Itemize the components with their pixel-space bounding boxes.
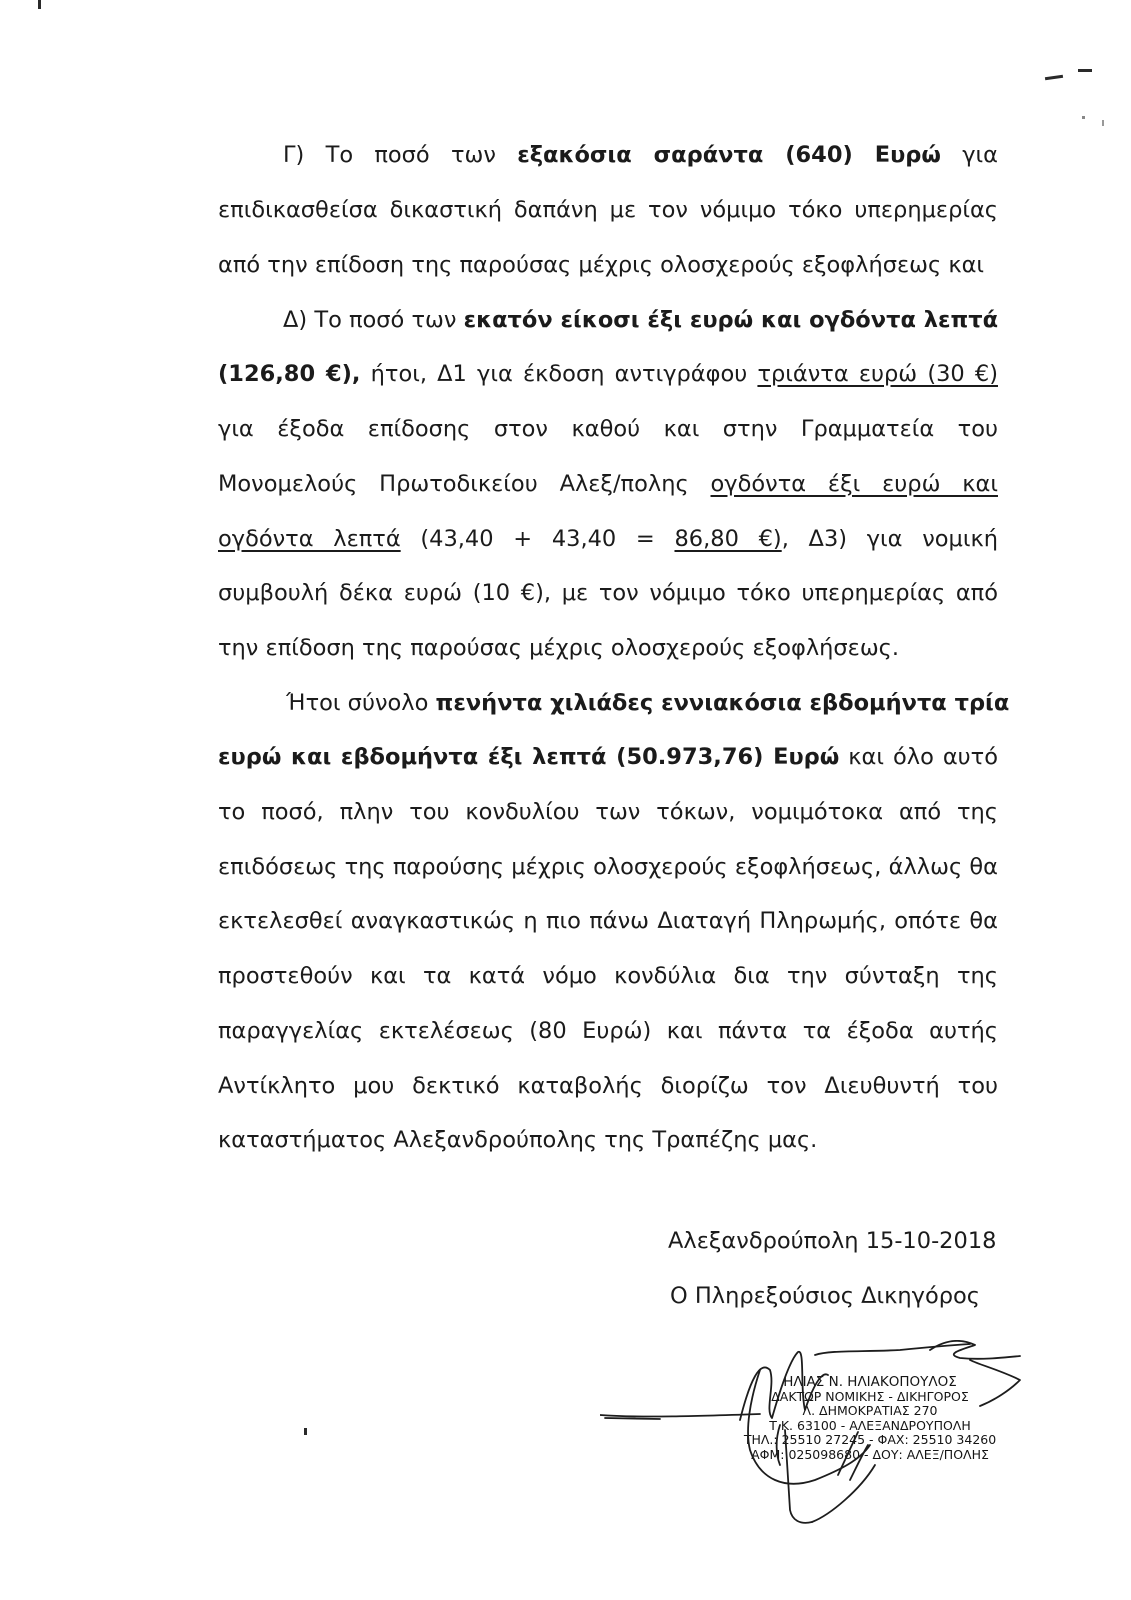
- text-segment: για έξοδα επίδοσης στον καθού και στην Γραμματεία του: [218, 416, 998, 442]
- text-segment: παραγγελίας εκτελέσεως (80 Ευρώ) και πάντα τα έξοδα αυτής: [218, 1018, 998, 1044]
- text-line: [218, 250, 998, 280]
- text-line: [283, 140, 998, 170]
- stamp-line: ΤΗΛ.: 25510 27245 - ΦΑΧ: 25510 34260: [743, 1432, 997, 1448]
- text-line: [283, 305, 998, 335]
- text-segment: συμβουλή δέκα ευρώ (10 €), με τον νόμιμο τόκο υπερημερίας από: [218, 580, 998, 606]
- text-segment: (43,40 + 43,40 =: [400, 526, 675, 552]
- text-line: [218, 742, 998, 772]
- text-line: [218, 195, 998, 225]
- bold-text: (126,80 €),: [218, 361, 361, 387]
- underlined-text: ογδόντα λεπτά: [218, 526, 401, 552]
- scan-mark: [1045, 75, 1063, 80]
- text-line: [218, 852, 998, 882]
- stamp-line: ΔΑΚΤΩΡ ΝΟΜΙΚΗΣ - ΔΙΚΗΓΟΡΟΣ: [771, 1388, 969, 1404]
- scan-mark: [38, 0, 41, 9]
- text-line: [218, 1125, 998, 1155]
- bold-text: πενήντα χιλιάδες εννιακόσια εβδομήντα τρία: [435, 690, 1010, 716]
- signature-icon: [600, 1340, 1040, 1590]
- scan-mark: [1078, 69, 1092, 72]
- text-segment: προστεθούν και τα κατά νόμο κονδύλια δια την σύνταξη της: [218, 963, 998, 989]
- scan-mark: [1082, 116, 1085, 119]
- text-line: [218, 633, 998, 663]
- text-line: [218, 524, 998, 554]
- text-line: [218, 797, 998, 827]
- text-segment: Γ) Το ποσό των: [283, 142, 518, 168]
- underlined-text: τριάντα ευρώ (30 €): [757, 361, 998, 387]
- text-line: [218, 359, 998, 389]
- stamp-line: ΑΦΜ: 025098680 - ΔΟΥ: ΑΛΕΞ/ΠΟΛΗΣ: [751, 1446, 989, 1462]
- bold-text: ευρώ και εβδομήντα έξι λεπτά (50.973,76) Ευρώ: [218, 744, 840, 770]
- text-segment: για: [940, 142, 998, 168]
- stamp-line: Τ.Κ. 63100 - ΑΛΕΞΑΝΔΡΟΥΠΟΛΗ: [769, 1417, 971, 1433]
- text-line: [218, 1016, 998, 1046]
- text-line: [218, 906, 998, 936]
- text-segment: επιδόσεως της παρούσης μέχρις ολοσχερούς εξοφλήσεως, άλλως θα: [218, 854, 998, 880]
- text-segment: και όλο αυτό: [839, 744, 998, 770]
- underlined-text: ογδόντα έξι ευρώ και: [710, 471, 998, 497]
- text-segment: επιδικασθείσα δικαστική δαπάνη με τον νόμιμο τόκο υπερημερίας: [218, 197, 998, 223]
- text-segment: από την επίδοση της παρούσας μέχρις ολοσχερούς εξοφλήσεως και: [218, 252, 985, 278]
- text-segment: Αντίκλητο μου δεκτικό καταβολής διορίζω τον Διευθυντή του: [218, 1073, 998, 1099]
- text-segment: Ήτοι σύνολο: [286, 690, 436, 716]
- text-segment: Μονομελούς Πρωτοδικείου Αλεξ/πολης: [218, 471, 711, 497]
- scan-mark: [1102, 120, 1104, 126]
- text-segment: , Δ3) για νομική: [781, 526, 998, 552]
- text-segment: ήτοι, Δ1 για έκδοση αντιγράφου: [360, 361, 758, 387]
- signatory-title: Ο Πληρεξούσιος Δικηγόρος: [670, 1283, 980, 1309]
- text-line: [286, 688, 1010, 718]
- bold-text: εξακόσια σαράντα (640) Ευρώ: [517, 142, 941, 168]
- text-line: [218, 469, 998, 499]
- underlined-text: 86,80 €): [674, 526, 782, 552]
- place-date: Αλεξανδρούπολη 15-10-2018: [668, 1228, 997, 1254]
- scan-mark: [304, 1428, 307, 1435]
- stamp-line: Λ. ΔΗΜΟΚΡΑΤΙΑΣ 270: [802, 1403, 938, 1419]
- text-segment: Δ) Το ποσό των: [283, 307, 464, 333]
- text-segment: το ποσό, πλην του κονδυλίου των τόκων, νομιμότοκα από της: [218, 799, 998, 825]
- text-segment: καταστήματος Αλεξανδρούπολης της Τραπέζης μας.: [218, 1127, 818, 1153]
- text-line: [218, 414, 998, 444]
- text-line: [218, 578, 998, 608]
- text-line: [218, 961, 998, 991]
- text-segment: την επίδοση της παρούσας μέχρις ολοσχερούς εξοφλήσεως.: [218, 635, 900, 661]
- bold-text: εκατόν είκοσι έξι ευρώ και ογδόντα λεπτά: [463, 307, 999, 333]
- stamp-line: ΗΛΙΑΣ Ν. ΗΛΙΑΚΟΠΟΥΛΟΣ: [783, 1374, 957, 1390]
- text-segment: εκτελεσθεί αναγκαστικώς η πιο πάνω Διαταγή Πληρωμής, οπότε θα: [218, 908, 998, 934]
- text-line: [218, 1071, 998, 1101]
